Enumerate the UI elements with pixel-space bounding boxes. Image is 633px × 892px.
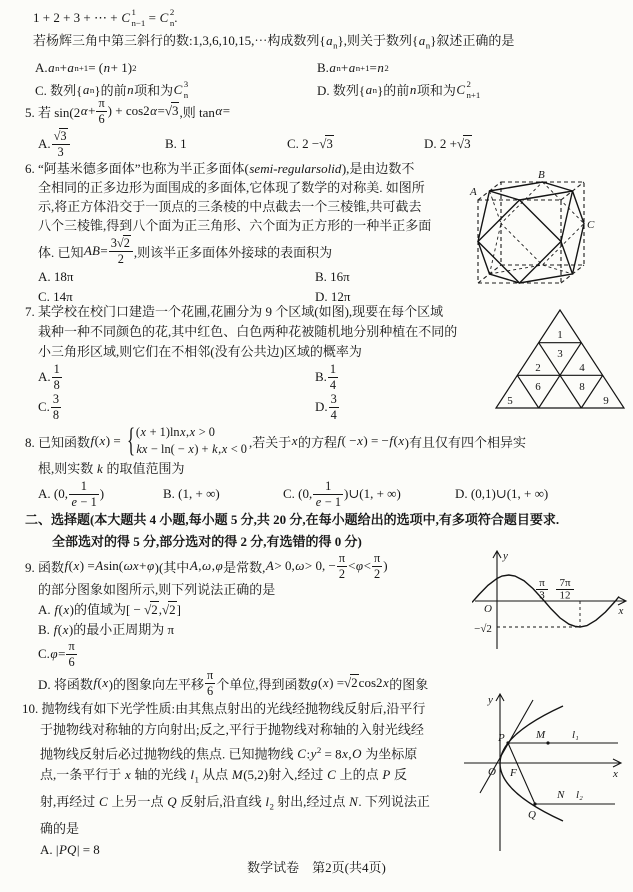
q6-vertex-label-b: B: [538, 169, 545, 181]
point-m-dot: [546, 741, 549, 744]
q7-region-5: 5: [507, 395, 513, 407]
q8-option-d: D. (0,1)∪(1, + ∞): [455, 486, 549, 501]
q5-option-d: D. 2 + √3: [424, 136, 471, 151]
section-2-line-1: 二、选择题(本大题共 4 小题,每小题 5 分,共 20 分,在每小题给出的选项中,有多项符合题目要求.: [25, 512, 560, 527]
question-6: [25, 159, 470, 307]
q7-option-b: B. $\frac{1}{4}$: [315, 361, 337, 392]
point-n-label: N: [557, 789, 565, 801]
q9-figure: [472, 546, 632, 652]
q6-option-a: A. 18π: [38, 269, 74, 284]
q7-region-4: 4: [579, 362, 585, 374]
x-axis-label: x: [613, 768, 618, 780]
q7-region-9: 9: [603, 395, 609, 407]
q8-line-2: 根,则实数 k 的取值范围为: [38, 461, 185, 476]
q6-line-3: 示,将正方体沿交于一顶点的三条棱的中点截去一个三棱锥,共可截去: [38, 199, 422, 214]
y-axis-label: y: [488, 694, 493, 706]
question-9: [25, 552, 475, 698]
q7-region-8: 8: [579, 381, 585, 393]
q4-stem-line: 若杨辉三角中第三斜行的数:1,3,6,10,15,⋯构成数列$\{a_n\}$,则关于数列$\{a_n\}$叙述正确的是: [33, 33, 515, 51]
q7-region-6: 6: [535, 381, 541, 393]
q7-option-a: A. $\frac{1}{8}$: [38, 361, 60, 392]
y-axis-label: y: [503, 550, 508, 562]
x-axis-label: x: [618, 605, 624, 617]
q6-options-row-1: [25, 267, 470, 287]
section-2-line-2: 全部选对的得 5 分,部分选对的得 2 分,有选错的得 0 分): [52, 534, 362, 549]
q7-options-row-2: [25, 392, 490, 422]
q7-region-2: 2: [535, 362, 541, 374]
tick-pi3-numerator: π: [539, 577, 545, 589]
q10-option-a: A. |PQ| = 8: [40, 841, 100, 857]
rays: [480, 700, 618, 804]
q6-option-c: C. 14π: [38, 289, 73, 304]
q8-line-1: 8. 已知函数 f ( x ) = { (x + 1)lnx,x > 0 kx − ln( − x) + k,x < 0 ,若关于 x 的方程 f ( − x ) = − f ( x )有且仅有四个相异实: [25, 422, 526, 460]
q6-option-b: B. 16π: [315, 269, 350, 284]
q7-triangle-svg: [490, 304, 632, 418]
x-axis: [475, 597, 626, 605]
q10-line-6: 确的是: [40, 820, 80, 836]
q4-option-b: B. a n + a n+1 = n 2: [317, 59, 389, 75]
q10-line-2: 于抛物线对称轴的方向射出;反之,平行于抛物线对称轴的入射光线经: [40, 722, 424, 737]
q4-option-c: C. 数列{ a n }的前 n 项和为 C 3 n: [35, 79, 189, 100]
q5-option-c: C. 2 − √3: [287, 136, 333, 151]
point-m-label: M: [536, 729, 546, 741]
q5-option-b: B. 1: [165, 136, 187, 151]
q5-option-a: A. $\frac{√3}{3}$: [38, 127, 71, 161]
q9-graph-svg: [472, 546, 632, 652]
focus-label: F: [510, 767, 517, 779]
q7-figure: [490, 304, 632, 418]
q6-line-2: 全相同的正多边形为面围成的多面体,它体现了数学的对称美. 如图所: [38, 180, 425, 195]
q9-option-b: B. f(x)的最小正周期为 π: [38, 622, 175, 637]
q9-option-a: A. f(x)的值域为[ − √2,√2]: [38, 602, 182, 617]
point-q-label: Q: [528, 809, 536, 821]
q6-option-d: D. 12π: [315, 289, 351, 304]
origin-label: O: [484, 603, 492, 615]
q5-stem: 5. 若 sin(2 α + $\frac{\pi}{6}$ ) + cos2 α = √3 ,则 tan α =: [25, 95, 231, 126]
q8-option-c: C. (0, $\frac{1}{e - 1}$ )∪(1, + ∞): [283, 478, 401, 509]
axes: [475, 551, 626, 649]
question-8: [25, 423, 625, 509]
q9-option-c: C. φ = $\frac{\pi}{6}$: [38, 638, 75, 669]
q8-option-b: B. (1, + ∞): [163, 486, 220, 501]
dashed-cube: [478, 182, 584, 283]
q10-line-3: 抛物线反射后必过抛物线的焦点. 已知抛物线 $C:y^2 = 8x,O$ 为坐标原: [40, 745, 418, 762]
q10-line-4: 点,一条平行于 x 轴的光线 $l_1$ 从点 M(5,2)射入,经过 C 上的点 P 反: [40, 767, 408, 785]
q6-vertex-label-c: C: [587, 219, 595, 231]
q10-line-5: 射,再经过 C 上另一点 Q 反射后,沿直线 $l_2$ 射出,经过点 N. 下列说法正: [40, 793, 430, 812]
q7-option-c: C. $\frac{3}{8}$: [38, 391, 60, 422]
q6-polyhedron-svg: [466, 168, 598, 304]
min-value-label: −√2: [474, 623, 492, 635]
point-p-dot: [506, 741, 509, 744]
line-l1-label: l₁: [572, 729, 579, 741]
tangent-line: [480, 700, 533, 793]
point-q-dot: [533, 802, 536, 805]
tick-7pi12-denominator: 12: [559, 589, 571, 602]
question-10: [22, 698, 467, 861]
q10-line-1: 10. 抛物线有如下光学性质:由其焦点射出的光线经抛物线反射后,沿平行: [22, 701, 426, 716]
q7-region-3: 3: [557, 348, 563, 360]
q6-line-4: 八个三棱锥,得到八个面为正三角形、六个面为正方形的一种半正多面: [38, 218, 432, 233]
q7-options-row-1: [25, 362, 490, 392]
q9-option-d: D. 将函数 f ( x )的图象向左平移 $\frac{\pi}{6}$ 个单位,得到函数 g ( x ) = √2 cos2 x 的图象: [38, 667, 429, 698]
q7-line-2: 栽种一种不同颜色的花,其中红色、白色两种花被随机地分别种植在不同的: [38, 324, 458, 339]
q5-options-row: [25, 127, 625, 161]
question-7: [25, 302, 490, 422]
q4-option-a: A. a n + a n+1 = ( n + 1) 2: [35, 59, 137, 75]
q7-line-3: 小三角形区域,则它们在不相邻(没有公共边)区域的概率为: [38, 344, 362, 359]
origin-label: O: [488, 766, 496, 778]
y-axis: [496, 694, 504, 851]
y-axis: [493, 551, 501, 649]
q8-options-row: [25, 479, 625, 509]
q8-option-a: A. (0, $\frac{1}{e - 1}$ ): [38, 478, 105, 509]
q6-line-5: 体. 已知 AB = $\frac{3√2}{2}$ ,则该半正多面体外接球的表面积为: [38, 235, 333, 266]
q7-option-d: D. $\frac{3}{4}$: [315, 391, 337, 422]
line-l2-label: l₂: [576, 789, 583, 801]
page-footer: 数学试卷 第2页(共4页): [247, 860, 386, 875]
solid-edges: [478, 182, 584, 283]
q6-figure: [466, 168, 598, 304]
q6-vertex-label-a: A: [470, 186, 477, 198]
q9-line-1: 9. 函数 f ( x ) = A sin( ωx + φ )(其中 A , ω , φ 是常数, A > 0, ω > 0, − $\frac{\pi}{2}$ < φ < $\frac{\pi}{2}$ ): [25, 550, 388, 581]
q10-parabola-svg: [460, 686, 630, 854]
q10-figure: [460, 686, 630, 854]
figure-labels: [487, 694, 618, 821]
q4-option-d: D. 数列{ a n }的前 n 项和为 C 2 n+1: [317, 79, 481, 100]
q4-options-row-1: [33, 57, 625, 79]
tick-pi3-denominator: 3: [539, 589, 545, 602]
point-p-label: P: [498, 732, 505, 744]
q9-line-2: 的部分图象如图所示,则下列说法正确的是: [38, 582, 276, 597]
q7-region-1: 1: [557, 329, 563, 341]
q7-line-1: 7. 某学校在校门口建造一个花圃,花圃分为 9 个区域(如图),现要在每个区域: [25, 304, 444, 319]
q4-formula-line: 1 + 2 + 3 + ⋯ + C 1 n−1 = C 2 n .: [33, 7, 178, 28]
q6-line-1: 6. “阿基米德多面体”也称为半正多面体(semi-regularsolid),是由边数不: [25, 161, 415, 176]
question-5: [25, 95, 625, 161]
tick-7pi12-numerator: 7π: [559, 577, 571, 589]
question-4-continuation: [33, 6, 625, 101]
